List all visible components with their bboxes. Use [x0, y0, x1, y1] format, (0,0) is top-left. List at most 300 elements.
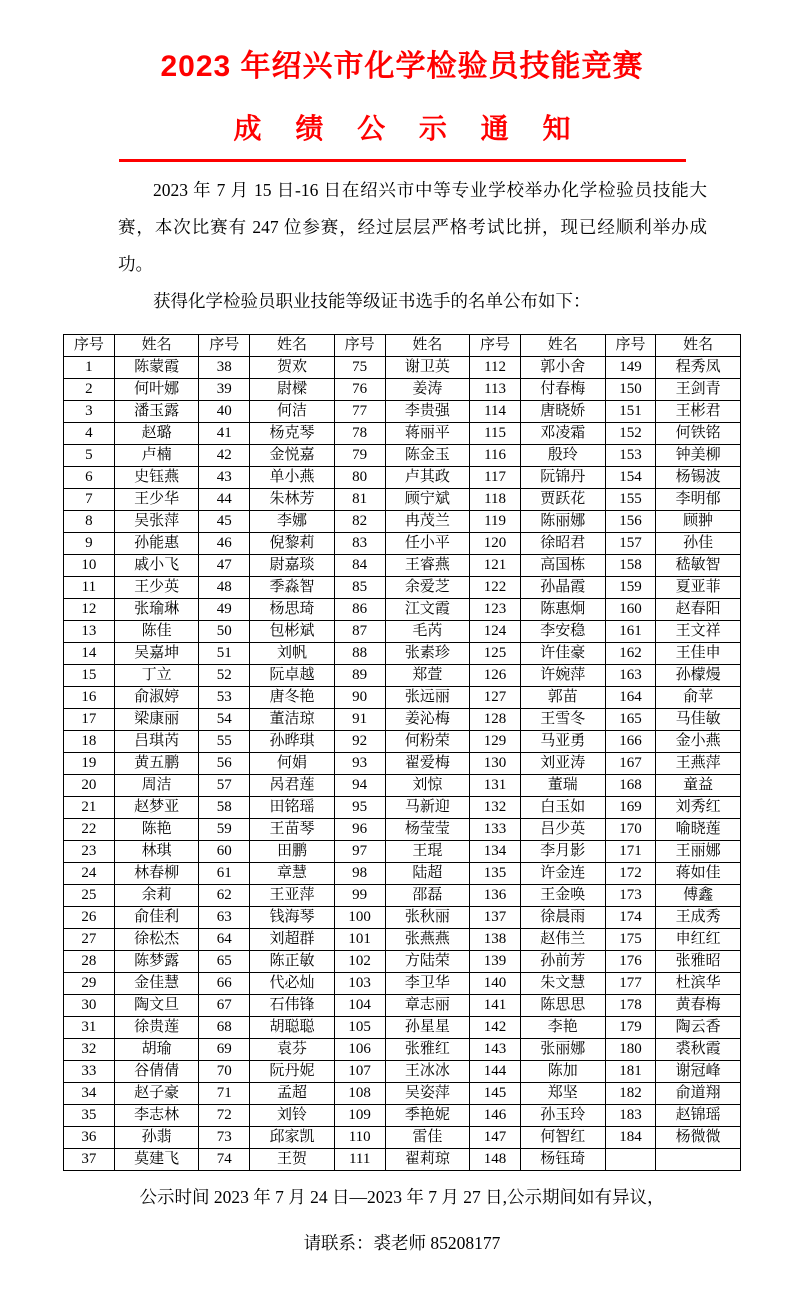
name-cell: 赵璐: [114, 423, 199, 445]
name-cell: 尉嘉琰: [250, 555, 335, 577]
seq-cell: 171: [605, 841, 656, 863]
seq-cell: 17: [64, 709, 115, 731]
seq-cell: 2: [64, 379, 115, 401]
seq-cell: 108: [334, 1083, 385, 1105]
seq-cell: 107: [334, 1061, 385, 1083]
table-row: [64, 973, 741, 995]
name-cell: 白玉如: [520, 797, 605, 819]
name-cell: 孙晶霞: [520, 577, 605, 599]
seq-cell: 10: [64, 555, 115, 577]
name-cell: 李贵强: [385, 401, 470, 423]
seq-cell: 182: [605, 1083, 656, 1105]
seq-cell: 176: [605, 951, 656, 973]
seq-cell: 134: [470, 841, 521, 863]
name-cell: 王文祥: [656, 621, 741, 643]
table-row: [64, 687, 741, 709]
seq-cell: 86: [334, 599, 385, 621]
name-cell: 贾跃花: [520, 489, 605, 511]
name-cell: 杨锡波: [656, 467, 741, 489]
results-table: [63, 334, 741, 1171]
seq-cell: 81: [334, 489, 385, 511]
name-cell: 王佳申: [656, 643, 741, 665]
seq-cell: 43: [199, 467, 250, 489]
name-cell: 何洁: [250, 401, 335, 423]
seq-cell: 7: [64, 489, 115, 511]
seq-cell: 184: [605, 1127, 656, 1149]
seq-cell: 178: [605, 995, 656, 1017]
seq-cell: 56: [199, 753, 250, 775]
table-row: [64, 511, 741, 533]
seq-cell: 126: [470, 665, 521, 687]
table-row: [64, 841, 741, 863]
table-row: [64, 379, 741, 401]
name-cell: 夏亚菲: [656, 577, 741, 599]
seq-cell: 3: [64, 401, 115, 423]
seq-cell: 79: [334, 445, 385, 467]
column-header: 序号: [605, 335, 656, 357]
seq-cell: 100: [334, 907, 385, 929]
seq-cell: 59: [199, 819, 250, 841]
seq-cell: 157: [605, 533, 656, 555]
name-cell: 徐贵莲: [114, 1017, 199, 1039]
seq-cell: 13: [64, 621, 115, 643]
name-cell: 王苗琴: [250, 819, 335, 841]
seq-cell: 151: [605, 401, 656, 423]
seq-cell: 75: [334, 357, 385, 379]
name-cell: 陈艳: [114, 819, 199, 841]
seq-cell: 22: [64, 819, 115, 841]
seq-cell: 65: [199, 951, 250, 973]
name-cell: 姜涛: [385, 379, 470, 401]
seq-cell: 138: [470, 929, 521, 951]
table-row: [64, 709, 741, 731]
seq-cell: 63: [199, 907, 250, 929]
seq-cell: 23: [64, 841, 115, 863]
column-header: 姓名: [250, 335, 335, 357]
table-row: [64, 929, 741, 951]
name-cell: 许婉萍: [520, 665, 605, 687]
seq-cell: 62: [199, 885, 250, 907]
name-cell: 钟美柳: [656, 445, 741, 467]
name-cell: 田铭瑶: [250, 797, 335, 819]
name-cell: 季艳妮: [385, 1105, 470, 1127]
footer-publicity-period: 公示时间 2023 年 7 月 24 日—2023 年 7 月 27 日,公示期间如有异议，: [139, 1187, 665, 1208]
name-cell: 唐冬艳: [250, 687, 335, 709]
name-cell: 何铁铭: [656, 423, 741, 445]
seq-cell: 27: [64, 929, 115, 951]
table-row: [64, 423, 741, 445]
seq-cell: 170: [605, 819, 656, 841]
seq-cell: 39: [199, 379, 250, 401]
table-row: [64, 995, 741, 1017]
name-cell: 董洁琼: [250, 709, 335, 731]
seq-cell: 158: [605, 555, 656, 577]
seq-cell: 32: [64, 1039, 115, 1061]
seq-cell: 69: [199, 1039, 250, 1061]
seq-cell: 45: [199, 511, 250, 533]
name-cell: 谷倩倩: [114, 1061, 199, 1083]
name-cell: 赵子豪: [114, 1083, 199, 1105]
name-cell: 王睿燕: [385, 555, 470, 577]
name-cell: 赵梦亚: [114, 797, 199, 819]
name-cell: 刘超群: [250, 929, 335, 951]
seq-cell: 142: [470, 1017, 521, 1039]
seq-cell: 115: [470, 423, 521, 445]
name-cell: 孟超: [250, 1083, 335, 1105]
name-cell: 吴嘉坤: [114, 643, 199, 665]
name-cell: 陈正敏: [250, 951, 335, 973]
seq-cell: 113: [470, 379, 521, 401]
seq-cell: 114: [470, 401, 521, 423]
name-cell: 何娟: [250, 753, 335, 775]
seq-cell: 94: [334, 775, 385, 797]
name-cell: 刘帆: [250, 643, 335, 665]
seq-cell: 5: [64, 445, 115, 467]
seq-cell: 181: [605, 1061, 656, 1083]
column-header: 序号: [334, 335, 385, 357]
name-cell: 谢冠峰: [656, 1061, 741, 1083]
name-cell: 何粉荣: [385, 731, 470, 753]
column-header: 序号: [64, 335, 115, 357]
seq-cell: 78: [334, 423, 385, 445]
seq-cell: 77: [334, 401, 385, 423]
table-row: [64, 1039, 741, 1061]
name-cell: 孙玉玲: [520, 1105, 605, 1127]
seq-cell: 183: [605, 1105, 656, 1127]
name-cell: 董瑞: [520, 775, 605, 797]
name-cell: 林琪: [114, 841, 199, 863]
seq-cell: 122: [470, 577, 521, 599]
table-row: [64, 951, 741, 973]
name-cell: 高国栋: [520, 555, 605, 577]
seq-cell: 88: [334, 643, 385, 665]
name-cell: 王冰冰: [385, 1061, 470, 1083]
seq-cell: 123: [470, 599, 521, 621]
table-row: [64, 731, 741, 753]
seq-cell: 66: [199, 973, 250, 995]
name-cell: 陈思思: [520, 995, 605, 1017]
name-cell: 喻晓莲: [656, 819, 741, 841]
table-row: [64, 1017, 741, 1039]
seq-cell: 106: [334, 1039, 385, 1061]
seq-cell: 124: [470, 621, 521, 643]
name-cell: 袁芬: [250, 1039, 335, 1061]
table-row: [64, 599, 741, 621]
name-cell: 杨莹莹: [385, 819, 470, 841]
seq-cell: 50: [199, 621, 250, 643]
name-cell: 许佳豪: [520, 643, 605, 665]
name-cell: 童益: [656, 775, 741, 797]
name-cell: 陈蒙霞: [114, 357, 199, 379]
seq-cell: 20: [64, 775, 115, 797]
seq-cell: 177: [605, 973, 656, 995]
seq-cell: 125: [470, 643, 521, 665]
name-cell: 胡瑜: [114, 1039, 199, 1061]
seq-cell: 96: [334, 819, 385, 841]
name-cell: 顾宁斌: [385, 489, 470, 511]
name-cell: 申红红: [656, 929, 741, 951]
name-cell: 王琨: [385, 841, 470, 863]
seq-cell: 46: [199, 533, 250, 555]
seq-cell: 11: [64, 577, 115, 599]
seq-cell: 93: [334, 753, 385, 775]
seq-cell: 1: [64, 357, 115, 379]
name-cell: 孙能惠: [114, 533, 199, 555]
name-cell: 朱文慧: [520, 973, 605, 995]
table-row: [64, 533, 741, 555]
table-row: [64, 863, 741, 885]
name-cell: 吕少英: [520, 819, 605, 841]
name-cell: 杨微微: [656, 1127, 741, 1149]
name-cell: 俞苹: [656, 687, 741, 709]
seq-cell: 155: [605, 489, 656, 511]
name-cell: 陈丽娜: [520, 511, 605, 533]
seq-cell: 72: [199, 1105, 250, 1127]
seq-cell: 136: [470, 885, 521, 907]
seq-cell: 40: [199, 401, 250, 423]
name-cell: 张瑜琳: [114, 599, 199, 621]
name-cell: 陆超: [385, 863, 470, 885]
name-cell: 代必灿: [250, 973, 335, 995]
seq-cell: 58: [199, 797, 250, 819]
seq-cell: 130: [470, 753, 521, 775]
seq-cell: 165: [605, 709, 656, 731]
seq-cell: 111: [334, 1149, 385, 1171]
name-cell: 郭苗: [520, 687, 605, 709]
name-cell: 蒋如佳: [656, 863, 741, 885]
seq-cell: 135: [470, 863, 521, 885]
name-cell: 戚小飞: [114, 555, 199, 577]
seq-cell: 89: [334, 665, 385, 687]
name-cell: 俞淑婷: [114, 687, 199, 709]
name-cell: 包彬斌: [250, 621, 335, 643]
seq-cell: 109: [334, 1105, 385, 1127]
table-header-row: [64, 335, 741, 357]
seq-cell: 49: [199, 599, 250, 621]
seq-cell: 48: [199, 577, 250, 599]
seq-cell: 51: [199, 643, 250, 665]
name-cell: 邱家凯: [250, 1127, 335, 1149]
name-cell: 邵磊: [385, 885, 470, 907]
seq-cell: 85: [334, 577, 385, 599]
seq-cell: 141: [470, 995, 521, 1017]
seq-cell: 29: [64, 973, 115, 995]
name-cell: 石伟锋: [250, 995, 335, 1017]
seq-cell: 31: [64, 1017, 115, 1039]
seq-cell: 131: [470, 775, 521, 797]
name-cell: 林春柳: [114, 863, 199, 885]
seq-cell: 76: [334, 379, 385, 401]
seq-cell: 128: [470, 709, 521, 731]
column-header: 姓名: [114, 335, 199, 357]
seq-cell: 143: [470, 1039, 521, 1061]
name-cell: 王成秀: [656, 907, 741, 929]
seq-cell: 153: [605, 445, 656, 467]
seq-cell: 101: [334, 929, 385, 951]
name-cell: 陈梦露: [114, 951, 199, 973]
name-cell: 章志丽: [385, 995, 470, 1017]
name-cell: 马亚勇: [520, 731, 605, 753]
name-cell: 周洁: [114, 775, 199, 797]
seq-cell: 118: [470, 489, 521, 511]
seq-cell: 24: [64, 863, 115, 885]
seq-cell: 112: [470, 357, 521, 379]
table-row: [64, 1083, 741, 1105]
name-cell: 孙檬熳: [656, 665, 741, 687]
name-cell: [656, 1149, 741, 1171]
name-cell: 邓凌霜: [520, 423, 605, 445]
name-cell: 陈惠炯: [520, 599, 605, 621]
seq-cell: 41: [199, 423, 250, 445]
name-cell: 章慧: [250, 863, 335, 885]
seq-cell: 98: [334, 863, 385, 885]
seq-cell: 160: [605, 599, 656, 621]
document-title-line2: 成 绩 公 示 通 知: [233, 112, 584, 144]
seq-cell: 110: [334, 1127, 385, 1149]
seq-cell: 92: [334, 731, 385, 753]
seq-cell: [605, 1149, 656, 1171]
footer-contact: 请联系：裘老师 85208177: [303, 1233, 501, 1254]
name-cell: 李娜: [250, 511, 335, 533]
name-cell: 许金连: [520, 863, 605, 885]
name-cell: 程秀凤: [656, 357, 741, 379]
list-intro-text: 获得化学检验员职业技能等级证书选手的名单公布如下：: [153, 291, 591, 312]
seq-cell: 161: [605, 621, 656, 643]
name-cell: 唐晓娇: [520, 401, 605, 423]
name-cell: 王金唤: [520, 885, 605, 907]
seq-cell: 104: [334, 995, 385, 1017]
name-cell: 钱海琴: [250, 907, 335, 929]
name-cell: 莫建飞: [114, 1149, 199, 1171]
name-cell: 吴张萍: [114, 511, 199, 533]
name-cell: 杜滨华: [656, 973, 741, 995]
name-cell: 王少华: [114, 489, 199, 511]
column-header: 序号: [199, 335, 250, 357]
seq-cell: 173: [605, 885, 656, 907]
column-header: 姓名: [385, 335, 470, 357]
name-cell: 王剑青: [656, 379, 741, 401]
table-row: [64, 665, 741, 687]
seq-cell: 121: [470, 555, 521, 577]
name-cell: 李艳: [520, 1017, 605, 1039]
name-cell: 余爱芝: [385, 577, 470, 599]
seq-cell: 146: [470, 1105, 521, 1127]
name-cell: 孙星星: [385, 1017, 470, 1039]
seq-cell: 174: [605, 907, 656, 929]
seq-cell: 179: [605, 1017, 656, 1039]
name-cell: 嵇敏智: [656, 555, 741, 577]
name-cell: 金佳慧: [114, 973, 199, 995]
name-cell: 付春梅: [520, 379, 605, 401]
name-cell: 呙君莲: [250, 775, 335, 797]
seq-cell: 175: [605, 929, 656, 951]
name-cell: 孙佳: [656, 533, 741, 555]
seq-cell: 33: [64, 1061, 115, 1083]
seq-cell: 167: [605, 753, 656, 775]
name-cell: 郑萱: [385, 665, 470, 687]
seq-cell: 19: [64, 753, 115, 775]
seq-cell: 64: [199, 929, 250, 951]
seq-cell: 34: [64, 1083, 115, 1105]
seq-cell: 97: [334, 841, 385, 863]
seq-cell: 84: [334, 555, 385, 577]
table-row: [64, 555, 741, 577]
seq-cell: 168: [605, 775, 656, 797]
name-cell: 陈金玉: [385, 445, 470, 467]
table-row: [64, 885, 741, 907]
table-row: [64, 445, 741, 467]
seq-cell: 119: [470, 511, 521, 533]
name-cell: 王丽娜: [656, 841, 741, 863]
seq-cell: 132: [470, 797, 521, 819]
name-cell: 徐昭君: [520, 533, 605, 555]
name-cell: 阮锦丹: [520, 467, 605, 489]
seq-cell: 21: [64, 797, 115, 819]
name-cell: 阮丹妮: [250, 1061, 335, 1083]
name-cell: 田鹏: [250, 841, 335, 863]
name-cell: 赵春阳: [656, 599, 741, 621]
table-row: [64, 775, 741, 797]
table-row: [64, 401, 741, 423]
name-cell: 刘铃: [250, 1105, 335, 1127]
name-cell: 梁康丽: [114, 709, 199, 731]
seq-cell: 180: [605, 1039, 656, 1061]
seq-cell: 82: [334, 511, 385, 533]
name-cell: 张雅昭: [656, 951, 741, 973]
seq-cell: 70: [199, 1061, 250, 1083]
name-cell: 徐松杰: [114, 929, 199, 951]
name-cell: 顾翀: [656, 511, 741, 533]
seq-cell: 91: [334, 709, 385, 731]
name-cell: 卢楠: [114, 445, 199, 467]
seq-cell: 37: [64, 1149, 115, 1171]
name-cell: 何智红: [520, 1127, 605, 1149]
name-cell: 王少英: [114, 577, 199, 599]
seq-cell: 148: [470, 1149, 521, 1171]
seq-cell: 68: [199, 1017, 250, 1039]
seq-cell: 54: [199, 709, 250, 731]
seq-cell: 149: [605, 357, 656, 379]
name-cell: 张远丽: [385, 687, 470, 709]
name-cell: 王贺: [250, 1149, 335, 1171]
seq-cell: 139: [470, 951, 521, 973]
name-cell: 翟爱梅: [385, 753, 470, 775]
seq-cell: 42: [199, 445, 250, 467]
table-row: [64, 489, 741, 511]
seq-cell: 28: [64, 951, 115, 973]
seq-cell: 159: [605, 577, 656, 599]
name-cell: 黄春梅: [656, 995, 741, 1017]
name-cell: 胡聪聪: [250, 1017, 335, 1039]
seq-cell: 36: [64, 1127, 115, 1149]
name-cell: 陈加: [520, 1061, 605, 1083]
name-cell: 贺欢: [250, 357, 335, 379]
table-row: [64, 357, 741, 379]
name-cell: 尉樑: [250, 379, 335, 401]
name-cell: 马佳敏: [656, 709, 741, 731]
name-cell: 殷玲: [520, 445, 605, 467]
name-cell: 陶文旦: [114, 995, 199, 1017]
name-cell: 张秋丽: [385, 907, 470, 929]
name-cell: 何叶娜: [114, 379, 199, 401]
table-row: [64, 1105, 741, 1127]
seq-cell: 144: [470, 1061, 521, 1083]
name-cell: 赵伟兰: [520, 929, 605, 951]
name-cell: 姜沁梅: [385, 709, 470, 731]
seq-cell: 145: [470, 1083, 521, 1105]
table-row: [64, 753, 741, 775]
name-cell: 赵锦瑶: [656, 1105, 741, 1127]
